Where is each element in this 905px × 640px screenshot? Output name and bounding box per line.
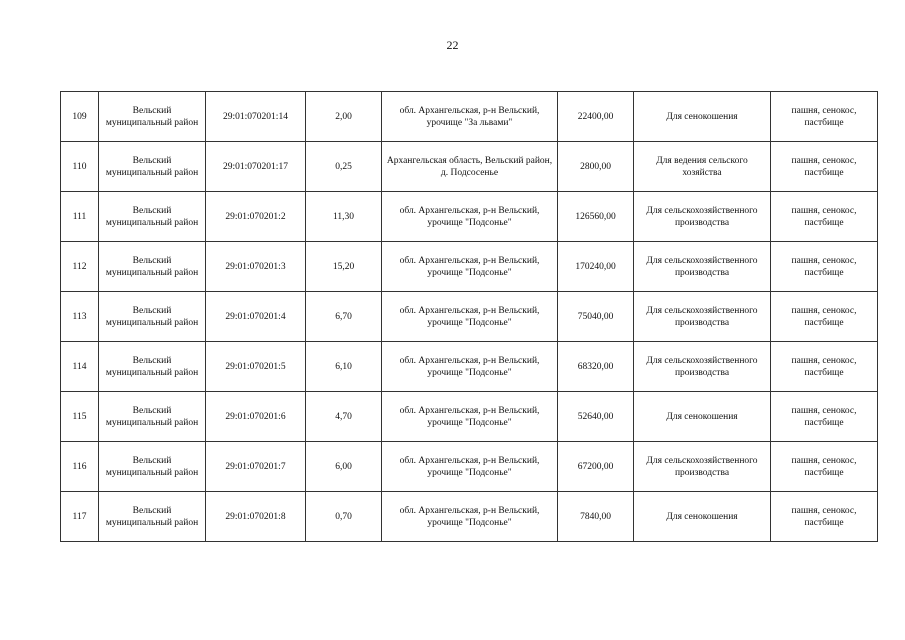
land-type-cell: пашня, сенокос, пастбище [771, 342, 878, 392]
permitted-use-cell: Для сенокошения [634, 92, 771, 142]
cadastral-number-cell: 29:01:070201:4 [206, 292, 306, 342]
district-cell: Вельский муниципальный район [99, 292, 206, 342]
district-cell: Вельский муниципальный район [99, 492, 206, 542]
cadastral-value-cell: 22400,00 [558, 92, 634, 142]
area-cell: 0,25 [306, 142, 382, 192]
cadastral-value-cell: 75040,00 [558, 292, 634, 342]
permitted-use-cell: Для сенокошения [634, 392, 771, 442]
area-cell: 6,70 [306, 292, 382, 342]
cadastral-value-cell: 67200,00 [558, 442, 634, 492]
cadastral-value-cell: 126560,00 [558, 192, 634, 242]
area-cell: 0,70 [306, 492, 382, 542]
table-row [61, 292, 878, 342]
cadastral-value-cell: 170240,00 [558, 242, 634, 292]
table-row [61, 392, 878, 442]
permitted-use-cell: Для ведения сельского хозяйства [634, 142, 771, 192]
table-row [61, 242, 878, 292]
location-cell: обл. Архангельская, р-н Вельский, урочище "Подсонье" [382, 242, 558, 292]
cadastral-number-cell: 29:01:070201:14 [206, 92, 306, 142]
land-type-cell: пашня, сенокос, пастбище [771, 442, 878, 492]
cadastral-number-cell: 29:01:070201:17 [206, 142, 306, 192]
district-cell: Вельский муниципальный район [99, 92, 206, 142]
row-number: 109 [61, 92, 99, 142]
row-number: 111 [61, 192, 99, 242]
area-cell: 6,00 [306, 442, 382, 492]
cadastral-number-cell: 29:01:070201:7 [206, 442, 306, 492]
location-cell: обл. Архангельская, р-н Вельский, урочище "Подсонье" [382, 292, 558, 342]
row-number: 110 [61, 142, 99, 192]
row-number: 117 [61, 492, 99, 542]
area-cell: 6,10 [306, 342, 382, 392]
table-row [61, 492, 878, 542]
cadastral-number-cell: 29:01:070201:8 [206, 492, 306, 542]
row-number: 112 [61, 242, 99, 292]
area-cell: 15,20 [306, 242, 382, 292]
district-cell: Вельский муниципальный район [99, 392, 206, 442]
row-number: 114 [61, 342, 99, 392]
permitted-use-cell: Для сельскохозяйственного производства [634, 342, 771, 392]
permitted-use-cell: Для сельскохозяйственного производства [634, 192, 771, 242]
land-type-cell: пашня, сенокос, пастбище [771, 192, 878, 242]
land-type-cell: пашня, сенокос, пастбище [771, 242, 878, 292]
land-type-cell: пашня, сенокос, пастбище [771, 392, 878, 442]
land-type-cell: пашня, сенокос, пастбище [771, 142, 878, 192]
table-row [61, 142, 878, 192]
area-cell: 11,30 [306, 192, 382, 242]
row-number: 115 [61, 392, 99, 442]
table-row [61, 442, 878, 492]
page-number: 22 [446, 38, 459, 52]
land-type-cell: пашня, сенокос, пастбище [771, 92, 878, 142]
location-cell: обл. Архангельская, р-н Вельский, урочище "Подсонье" [382, 392, 558, 442]
district-cell: Вельский муниципальный район [99, 192, 206, 242]
area-cell: 4,70 [306, 392, 382, 442]
cadastral-number-cell: 29:01:070201:5 [206, 342, 306, 392]
district-cell: Вельский муниципальный район [99, 242, 206, 292]
permitted-use-cell: Для сельскохозяйственного производства [634, 242, 771, 292]
cadastral-number-cell: 29:01:070201:3 [206, 242, 306, 292]
permitted-use-cell: Для сельскохозяйственного производства [634, 442, 771, 492]
table-row [61, 342, 878, 392]
land-type-cell: пашня, сенокос, пастбище [771, 292, 878, 342]
cadastral-value-cell: 52640,00 [558, 392, 634, 442]
district-cell: Вельский муниципальный район [99, 342, 206, 392]
land-plots-table-body [61, 92, 878, 542]
area-cell: 2,00 [306, 92, 382, 142]
row-number: 116 [61, 442, 99, 492]
location-cell: обл. Архангельская, р-н Вельский, урочище "За львами" [382, 92, 558, 142]
cadastral-number-cell: 29:01:070201:2 [206, 192, 306, 242]
land-type-cell: пашня, сенокос, пастбище [771, 492, 878, 542]
district-cell: Вельский муниципальный район [99, 442, 206, 492]
location-cell: обл. Архангельская, р-н Вельский, урочище "Подсонье" [382, 192, 558, 242]
land-plots-table [60, 91, 878, 542]
permitted-use-cell: Для сельскохозяйственного производства [634, 292, 771, 342]
location-cell: обл. Архангельская, р-н Вельский, урочище "Подсонье" [382, 492, 558, 542]
cadastral-value-cell: 2800,00 [558, 142, 634, 192]
district-cell: Вельский муниципальный район [99, 142, 206, 192]
table-row [61, 92, 878, 142]
cadastral-value-cell: 7840,00 [558, 492, 634, 542]
cadastral-number-cell: 29:01:070201:6 [206, 392, 306, 442]
location-cell: Архангельская область, Вельский район, д. Подсосенье [382, 142, 558, 192]
permitted-use-cell: Для сенокошения [634, 492, 771, 542]
row-number: 113 [61, 292, 99, 342]
location-cell: обл. Архангельская, р-н Вельский, урочище "Подсонье" [382, 442, 558, 492]
cadastral-value-cell: 68320,00 [558, 342, 634, 392]
location-cell: обл. Архангельская, р-н Вельский, урочище "Подсонье" [382, 342, 558, 392]
table-row [61, 192, 878, 242]
